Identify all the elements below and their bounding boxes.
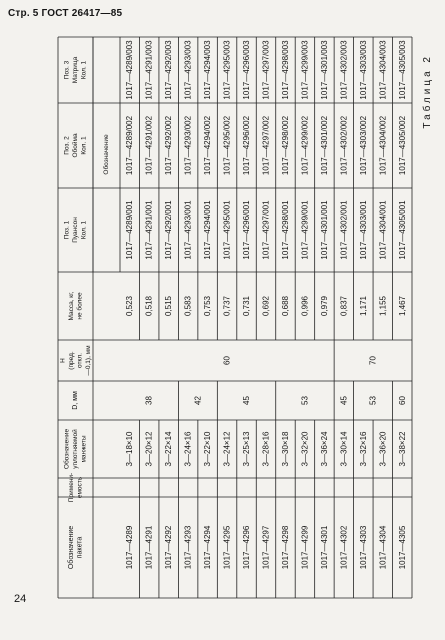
h-value-cell: 70: [368, 356, 378, 365]
cuff-designation-cell: 3—38×22: [397, 431, 407, 467]
d-value-cell: 42: [193, 396, 203, 405]
header-cuff: манжеты: [80, 435, 88, 463]
die-designation-cell: 1017—4303/003: [358, 40, 368, 100]
holder-designation-cell: 1017—4303/002: [358, 115, 368, 176]
package-designation-cell: 1017—4304: [378, 525, 388, 570]
package-designation-cell: 1017—4297: [261, 525, 271, 570]
die-designation-cell: 1017—4295/003: [222, 40, 232, 100]
punch-designation-cell: 1017—4291/001: [144, 200, 154, 260]
header-pos1: Поз. 1: [63, 220, 71, 240]
die-designation-cell: 1017—4297/003: [261, 40, 271, 100]
holder-designation-cell: 1017—4305/002: [397, 115, 407, 176]
punch-designation-cell: 1017—4293/001: [183, 200, 193, 260]
cuff-designation-cell: 3—18×10: [125, 431, 135, 467]
punch-designation-cell: 1017—4294/001: [203, 200, 213, 260]
header-designation: пакета: [76, 536, 84, 559]
cuff-designation-cell: 3—36×20: [378, 431, 388, 467]
page-header: Стр. 5 ГОСТ 26417—85: [8, 8, 123, 19]
header-pos3: Поз. 3: [63, 60, 71, 80]
mass-cell: 1,467: [397, 295, 407, 317]
mass-cell: 0,692: [261, 295, 271, 317]
header-h: (пред.: [67, 351, 75, 370]
package-designation-cell: 1017—4291: [144, 525, 154, 570]
header-pos1: Пуансон: [72, 217, 79, 243]
header-pos1: Кол. 1: [80, 220, 88, 240]
package-designation-cell: 1017—4294: [203, 525, 213, 570]
package-designation-cell: 1017—4301: [319, 525, 329, 570]
holder-designation-cell: 1017—4293/002: [183, 115, 193, 176]
package-designation-cell: 1017—4302: [339, 525, 349, 570]
header-mass: не более: [76, 292, 84, 320]
header-oboznachenie: Обозначение: [103, 134, 110, 175]
holder-designation-cell: 1017—4302/002: [339, 115, 349, 176]
header-applicability: емость: [76, 476, 84, 499]
die-designation-cell: 1017—4302/003: [339, 40, 349, 100]
header-d: D, мм: [72, 391, 79, 410]
header-h: откл.: [76, 353, 84, 368]
holder-designation-cell: 1017—4291/002: [144, 115, 154, 176]
cuff-designation-cell: 3—32×16: [358, 431, 368, 467]
mass-cell: 0,523: [125, 295, 135, 317]
package-designation-cell: 1017—4293: [183, 525, 193, 570]
package-designation-cell: 1017—4292: [164, 525, 174, 570]
punch-designation-cell: 1017—4304/001: [378, 200, 388, 260]
holder-designation-cell: 1017—4294/002: [203, 115, 213, 176]
cuff-designation-cell: 3—28×16: [261, 431, 271, 467]
cuff-designation-cell: 3—22×10: [203, 431, 213, 467]
punch-designation-cell: 1017—4289/001: [125, 200, 135, 260]
punch-designation-cell: 1017—4298/001: [280, 200, 290, 260]
holder-designation-cell: 1017—4295/002: [222, 115, 232, 176]
cuff-designation-cell: 3—30×18: [280, 431, 290, 467]
mass-cell: 0,837: [339, 295, 349, 317]
mass-cell: 0,583: [183, 295, 193, 317]
cuff-designation-cell: 3—22×14: [164, 431, 174, 467]
mass-cell: 1,171: [358, 295, 368, 317]
die-designation-cell: 1017—4292/003: [164, 40, 174, 100]
cuff-designation-cell: 3—20×12: [144, 431, 154, 467]
d-value-cell: 45: [339, 396, 349, 405]
header-cuff: уплотняемой: [72, 429, 79, 469]
mass-cell: 1,155: [378, 295, 388, 317]
holder-designation-cell: 1017—4297/002: [261, 115, 271, 176]
cuff-designation-cell: 3—36×24: [319, 431, 329, 467]
punch-designation-cell: 1017—4303/001: [358, 200, 368, 260]
d-value-cell: 53: [300, 396, 310, 405]
header-pos2: Поз. 2: [63, 136, 71, 155]
die-designation-cell: 1017—4305/003: [397, 40, 407, 100]
table-caption: Таблица 2: [422, 54, 433, 129]
mass-cell: 0,753: [203, 295, 213, 317]
punch-designation-cell: 1017—4305/001: [397, 200, 407, 260]
punch-designation-cell: 1017—4292/001: [164, 200, 174, 260]
mass-cell: 0,996: [300, 295, 310, 317]
cuff-designation-cell: 3—25×13: [242, 431, 252, 467]
mass-cell: 0,515: [164, 295, 174, 317]
holder-designation-cell: 1017—4299/002: [300, 115, 310, 176]
d-value-cell: 53: [368, 396, 378, 405]
die-designation-cell: 1017—4294/003: [203, 40, 213, 100]
die-designation-cell: 1017—4293/003: [183, 40, 193, 100]
die-designation-cell: 1017—4301/003: [319, 40, 329, 100]
die-designation-cell: 1017—4289/003: [125, 40, 135, 100]
header-pos3: Матрица: [72, 56, 79, 84]
punch-designation-cell: 1017—4302/001: [339, 200, 349, 260]
package-designation-cell: 1017—4296: [242, 525, 252, 570]
die-designation-cell: 1017—4296/003: [242, 40, 252, 100]
package-designation-cell: 1017—4289: [125, 525, 135, 570]
d-value-cell: 45: [242, 396, 252, 405]
mass-cell: 0,737: [222, 295, 232, 317]
punch-designation-cell: 1017—4295/001: [222, 200, 232, 260]
package-designation-cell: 1017—4305: [397, 525, 407, 570]
header-applicability: Примени-: [67, 472, 75, 503]
holder-designation-cell: 1017—4296/002: [242, 115, 252, 176]
cuff-designation-cell: 3—30×14: [339, 431, 349, 467]
punch-designation-cell: 1017—4301/001: [319, 200, 329, 260]
mass-cell: 0,518: [144, 295, 154, 317]
die-designation-cell: 1017—4299/003: [300, 40, 310, 100]
header-pos3: Кол. 1: [80, 60, 88, 80]
package-designation-cell: 1017—4298: [280, 525, 290, 570]
header-h: —0,1), мм: [84, 345, 92, 376]
header-h: H: [59, 358, 67, 363]
punch-designation-cell: 1017—4297/001: [261, 200, 271, 260]
holder-designation-cell: 1017—4304/002: [378, 115, 388, 176]
d-value-cell: 38: [144, 396, 154, 405]
cuff-designation-cell: 3—24×16: [183, 431, 193, 467]
cuff-designation-cell: 3—32×20: [300, 431, 310, 467]
die-designation-cell: 1017—4291/003: [144, 40, 154, 100]
d-value-cell: 60: [397, 396, 407, 405]
package-designation-cell: 1017—4299: [300, 525, 310, 570]
punch-designation-cell: 1017—4296/001: [242, 200, 252, 260]
header-mass: Масса, кг,: [67, 291, 75, 321]
mass-cell: 0,731: [242, 295, 252, 317]
header-cuff: Обозначение: [63, 428, 71, 470]
package-designation-cell: 1017—4295: [222, 525, 232, 570]
cuff-designation-cell: 3—24×12: [222, 431, 232, 467]
header-pos2: Кол. 1: [80, 136, 88, 155]
package-designation-cell: 1017—4303: [358, 525, 368, 570]
holder-designation-cell: 1017—4292/002: [164, 115, 174, 176]
punch-designation-cell: 1017—4299/001: [300, 200, 310, 260]
header-pos2: Обойма: [72, 133, 79, 158]
holder-designation-cell: 1017—4289/002: [125, 115, 135, 176]
page-number: 24: [14, 593, 27, 605]
mass-cell: 0,979: [319, 295, 329, 317]
header-designation: Обозначение: [67, 525, 75, 570]
die-designation-cell: 1017—4304/003: [378, 40, 388, 100]
h-value-cell: 60: [222, 356, 232, 365]
holder-designation-cell: 1017—4301/002: [319, 115, 329, 176]
holder-designation-cell: 1017—4298/002: [280, 115, 290, 176]
die-designation-cell: 1017—4298/003: [280, 40, 290, 100]
mass-cell: 0,688: [280, 295, 290, 317]
